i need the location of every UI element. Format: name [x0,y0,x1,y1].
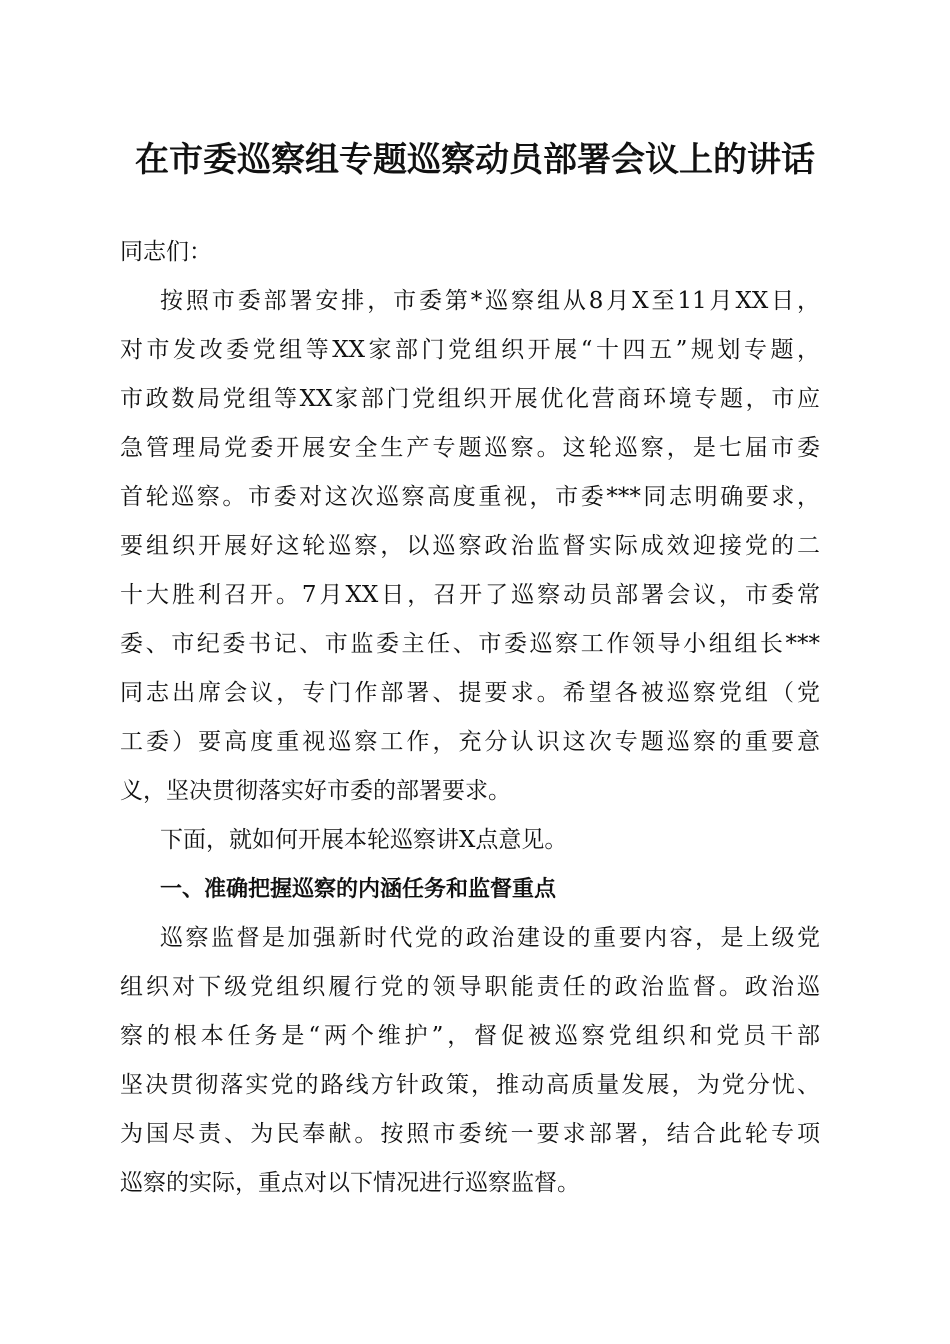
paragraph-line: 市政数局党组等XX家部门党组织开展优化营商环境专题，市应 [120,386,820,412]
paragraph-3 [120,914,820,1208]
paragraph-line: 按照市委部署安排，市委第*巡察组从8月X至11月XX日， [160,288,820,314]
paragraph-2: 下面，就如何开展本轮巡察讲X点意见。 [160,827,568,853]
paragraph-line: 察的根本任务是“两个维护”，督促被巡察党组织和党员干部 [120,1023,820,1049]
paragraph-line: 组织对下级党组织履行党的领导职能责任的政治监督。政治巡 [120,974,820,1000]
paragraph-line: 首轮巡察。市委对这次巡察高度重视，市委***同志明确要求， [120,484,820,510]
paragraph-line: 十大胜利召开。7月XX日，召开了巡察动员部署会议，市委常 [120,582,820,608]
paragraph-line: 对市发改委党组等XX家部门党组织开展“十四五”规划专题， [120,337,820,363]
paragraph-line: 急管理局党委开展安全生产专题巡察。这轮巡察，是七届市委 [120,435,820,461]
paragraph-line: 委、市纪委书记、市监委主任、市委巡察工作领导小组组长*** [120,631,820,657]
section-heading-1: 一、准确把握巡察的内涵任务和监督重点 [160,877,557,902]
paragraph-1 [120,277,820,816]
document-title: 在市委巡察组专题巡察动员部署会议上的讲话 [135,140,815,180]
paragraph-line: 义，坚决贯彻落实好市委的部署要求。 [120,778,511,804]
paragraph-line: 同志出席会议，专门作部署、提要求。希望各被巡察党组（党 [120,680,820,706]
paragraph-line: 工委）要高度重视巡察工作，充分认识这次专题巡察的重要意 [120,729,820,755]
salutation: 同志们： [120,239,212,265]
paragraph-line: 巡察监督是加强新时代党的政治建设的重要内容，是上级党 [160,925,820,951]
paragraph-line: 要组织开展好这轮巡察，以巡察政治监督实际成效迎接党的二 [120,533,820,559]
document-body [120,228,820,1208]
paragraph-line: 坚决贯彻落实党的路线方针政策，推动高质量发展，为党分忧、 [120,1072,820,1098]
paragraph-line: 巡察的实际，重点对以下情况进行巡察监督。 [120,1170,580,1196]
paragraph-line: 为国尽责、为民奉献。按照市委统一要求部署，结合此轮专项 [120,1121,820,1147]
